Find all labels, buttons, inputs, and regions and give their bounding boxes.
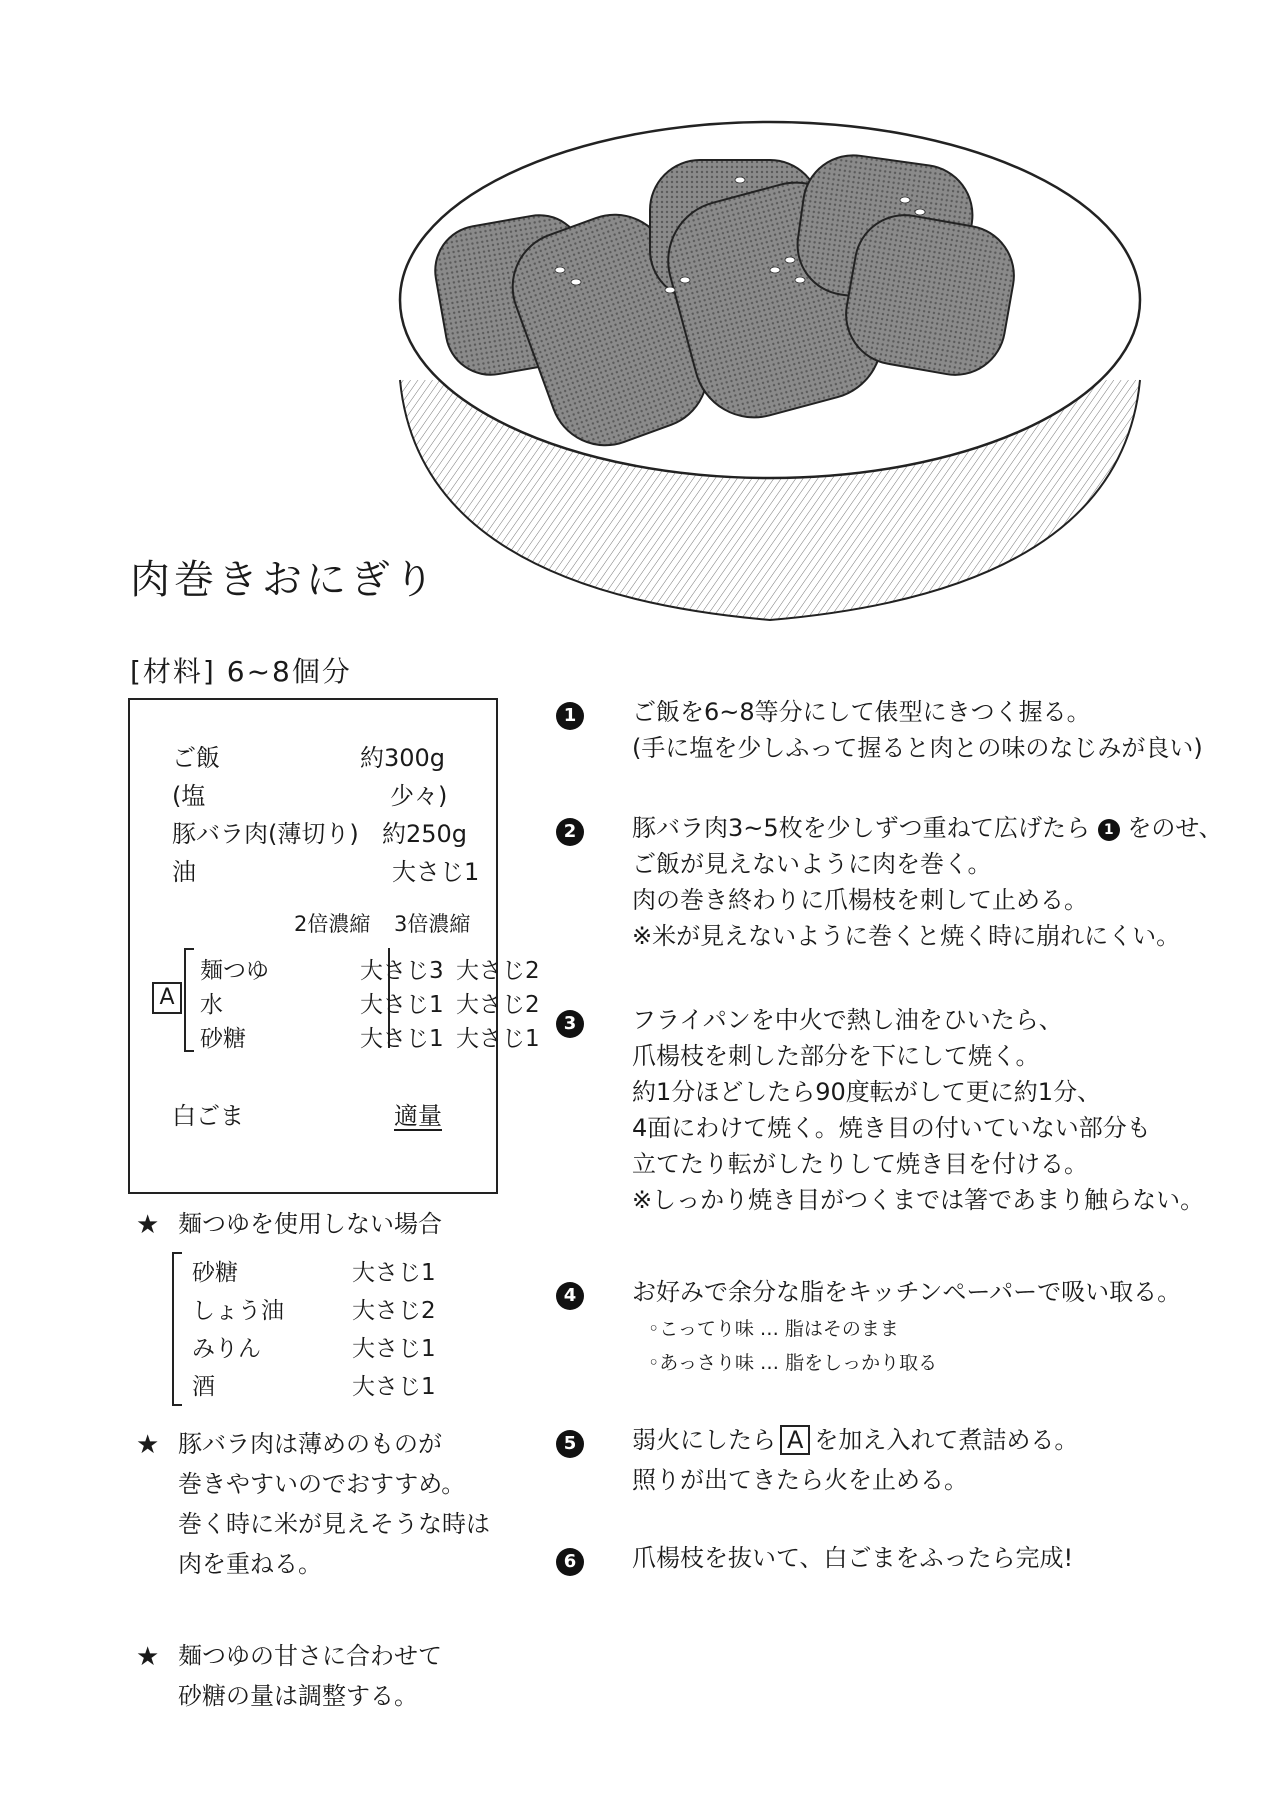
- ingredient-amount: 適量: [394, 1102, 442, 1130]
- substitute-amount: 大さじ1: [352, 1374, 436, 1400]
- sugar-tip: 麺つゆの甘さに合わせて 砂糖の量は調整する。: [178, 1642, 442, 1710]
- group-a-item: 砂糖: [200, 1026, 246, 1052]
- ingredient-name: 油: [172, 858, 196, 886]
- step-2-first-line: [632, 810, 1223, 846]
- step-1-text: ご飯を6~8等分にして俵型にきつく握る。 (手に塩を少しふって握ると肉との味のなじみが良い): [632, 698, 1203, 762]
- substitute-name: 酒: [192, 1374, 215, 1400]
- group-a-amount-2x: 大さじ3: [360, 958, 444, 984]
- step-number-3: 3: [556, 1010, 584, 1038]
- step-5-text: 照りが出てきたら火を止める。: [632, 1466, 968, 1494]
- step-3-text: フライパンを中火で熱し油をひいたら、 爪楊枝を刺した部分を下にして焼く。 約1分ほどしたら90度転がして更に約1分、 4面にわけて焼く。焼き目の付いていない部分も 立てたり転がしたりして焼き目を付ける。 ※しっかり焼き目がつくまでは箸であまり触らない。: [632, 1006, 1205, 1214]
- step-5-first-line: [632, 1422, 1078, 1458]
- ingredient-amount: 少々): [390, 782, 448, 810]
- rice-ball-dish-illustration: [380, 120, 1160, 660]
- no-tsuyu-title: 麺つゆを使用しない場合: [178, 1210, 442, 1238]
- substitute-amount: 大さじ1: [352, 1260, 436, 1286]
- group-a-row: [200, 1020, 540, 1053]
- substitute-amount: 大さじ1: [352, 1336, 436, 1362]
- step-2-post: をのせ、: [1127, 814, 1223, 842]
- ingredient-amount: 約300g: [360, 744, 446, 772]
- step-5-post: を加え入れて煮詰める。: [814, 1426, 1079, 1454]
- ingredient-name: (塩: [172, 782, 206, 810]
- ingredients-box: [128, 698, 540, 1194]
- group-a-amount-2x: 大さじ1: [360, 992, 444, 1018]
- step-ref-1: 1: [1098, 819, 1120, 841]
- substitute-name: みりん: [192, 1336, 261, 1362]
- star-icon: ★: [136, 1210, 160, 1240]
- recipe-title: 肉巻きおにぎり: [130, 557, 438, 603]
- substitute-row: [192, 1368, 436, 1401]
- group-a-row: [200, 986, 540, 1019]
- ingredient-row: [172, 814, 468, 849]
- step-number-4: 4: [556, 1282, 584, 1310]
- group-a-bracket: [184, 948, 194, 1052]
- ingredient-row: [172, 852, 480, 887]
- substitute-row: [192, 1330, 436, 1363]
- substitute-name: しょう油: [192, 1298, 284, 1324]
- step-4-options: ◦こってり味 … 脂はそのまま ◦あっさり味 … 脂をしっかり取る: [648, 1318, 938, 1374]
- star-icon: ★: [136, 1642, 160, 1672]
- group-a-label: A: [152, 982, 182, 1014]
- group-a-item: 麺つゆ: [200, 958, 269, 984]
- step-2-text: ご飯が見えないように肉を巻く。 肉の巻き終わりに爪楊枝を刺して止める。 ※米が見えないように巻くと焼く時に崩れにくい。: [632, 850, 1181, 950]
- ingredient-row: [172, 1096, 442, 1131]
- substitute-amount: 大さじ2: [352, 1298, 436, 1324]
- substitute-row: [192, 1292, 436, 1325]
- group-a-amount-3x: 大さじ2: [456, 958, 540, 984]
- ingredient-amount: 大さじ1: [392, 858, 480, 886]
- ingredient-name: 白ごま: [172, 1102, 244, 1130]
- ingredient-row: [172, 776, 448, 811]
- ingredients-heading: [材料] 6~8個分: [130, 655, 352, 688]
- star-icon: ★: [136, 1430, 160, 1460]
- step-number-1: 1: [556, 702, 584, 730]
- step-number-2: 2: [556, 818, 584, 846]
- pork-tip: 豚バラ肉は薄めのものが 巻きやすいのでおすすめ。 巻く時に米が見えそうな時は 肉を重ねる。: [178, 1430, 490, 1578]
- group-a-amount-2x: 大さじ1: [360, 1026, 444, 1052]
- concentration-3x-header: 3倍濃縮: [394, 912, 471, 936]
- step-ref-a: A: [780, 1425, 810, 1455]
- ingredient-name: 豚バラ肉(薄切り): [172, 820, 359, 848]
- ingredient-name: ご飯: [172, 744, 220, 772]
- ingredient-row: [172, 738, 446, 773]
- ingredient-amount: 約250g: [382, 820, 468, 848]
- concentration-2x-header: 2倍濃縮: [294, 912, 371, 936]
- group-a-amount-3x: 大さじ2: [456, 992, 540, 1018]
- step-number-6: 6: [556, 1548, 584, 1576]
- substitute-row: [192, 1254, 436, 1287]
- group-a-amount-3x: 大さじ1: [456, 1026, 540, 1052]
- step-5-pre: 弱火にしたら: [632, 1426, 776, 1454]
- group-a-row: [200, 952, 540, 985]
- step-number-5: 5: [556, 1430, 584, 1458]
- step-2-pre: 豚バラ肉3~5枚を少しずつ重ねて広げたら: [632, 814, 1091, 842]
- substitute-bracket: [172, 1252, 182, 1406]
- step-4-text: お好みで余分な脂をキッチンペーパーで吸い取る。: [632, 1278, 1182, 1306]
- step-6-text: 爪楊枝を抜いて、白ごまをふったら完成!: [632, 1544, 1074, 1572]
- substitute-name: 砂糖: [192, 1260, 238, 1286]
- group-a-item: 水: [200, 992, 223, 1018]
